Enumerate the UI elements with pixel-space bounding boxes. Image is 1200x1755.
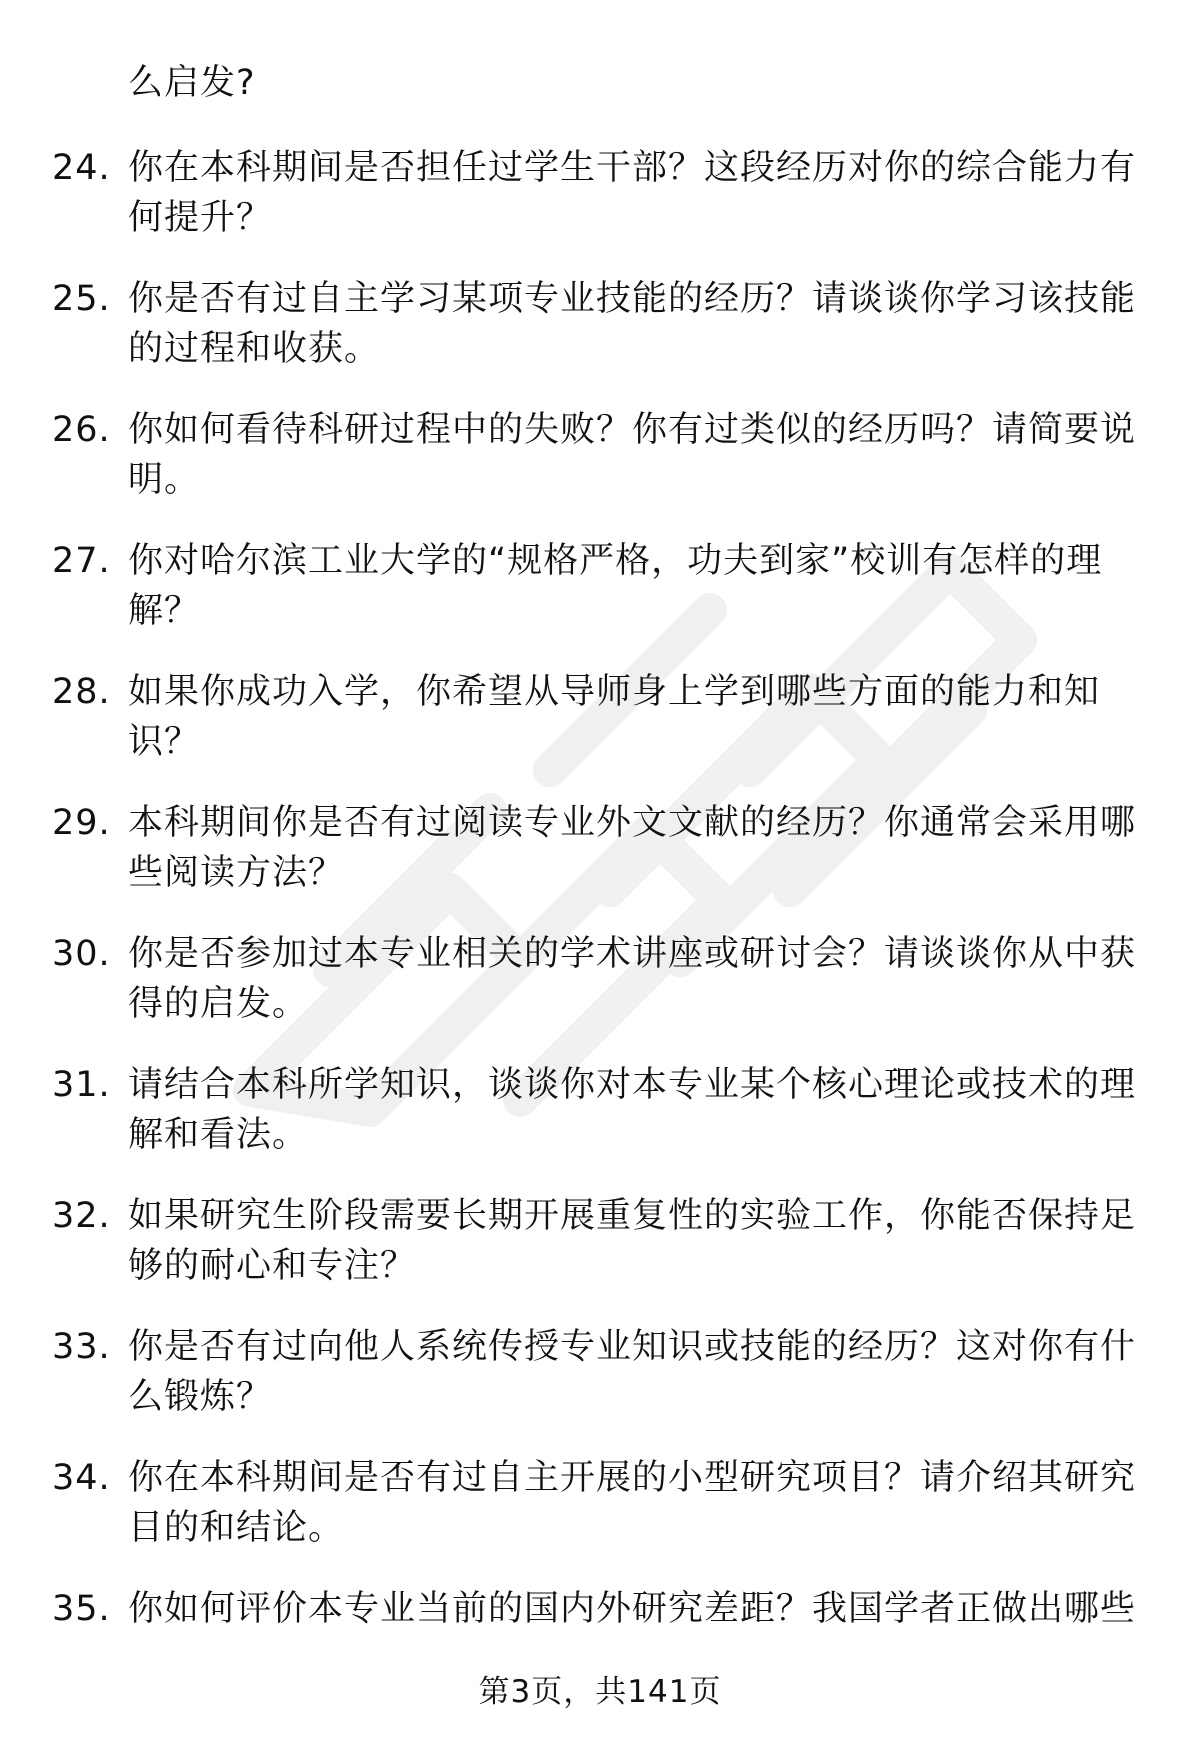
question-item (0, 274, 1200, 405)
question-text: 如果研究生阶段需要长期开展重复性的实验工作，你能否保持足够的耐心和专注？ (128, 1196, 1137, 1286)
question-number: 32. (52, 1196, 111, 1236)
page-number-label: 第3页，共141页 (478, 1674, 722, 1710)
question-item (0, 143, 1200, 274)
question-item (0, 536, 1200, 667)
question-text: 你如何评价本专业当前的国内外研究差距？我国学者正做出哪些 (128, 1589, 1137, 1629)
question-number: 26. (52, 410, 111, 450)
question-number: 28. (52, 672, 111, 712)
question-number: 34. (52, 1458, 111, 1498)
continuation-text: 么启发? (128, 63, 256, 103)
page-footer (0, 1670, 1200, 1714)
question-text: 你对哈尔滨工业大学的“规格严格，功夫到家”校训有怎样的理解？ (128, 541, 1103, 631)
question-number: 33. (52, 1327, 111, 1367)
question-number: 29. (52, 803, 111, 843)
question-text: 请结合本科所学知识，谈谈你对本专业某个核心理论或技术的理解和看法。 (128, 1065, 1137, 1155)
question-item (0, 798, 1200, 929)
question-text: 你在本科期间是否有过自主开展的小型研究项目？请介绍其研究目的和结论。 (128, 1458, 1137, 1548)
question-text: 你是否有过向他人系统传授专业知识或技能的经历？这对你有什么锻炼？ (128, 1327, 1137, 1417)
question-number: 31. (52, 1065, 111, 1105)
question-item (0, 929, 1200, 1060)
question-list (0, 143, 1200, 1715)
question-number: 27. (52, 541, 111, 581)
question-item (0, 405, 1200, 536)
question-text: 你如何看待科研过程中的失败？你有过类似的经历吗？请简要说明。 (128, 410, 1137, 500)
question-text: 如果你成功入学，你希望从导师身上学到哪些方面的能力和知识？ (128, 672, 1101, 762)
question-item (0, 1060, 1200, 1191)
question-item (0, 1191, 1200, 1322)
question-text: 你在本科期间是否担任过学生干部？这段经历对你的综合能力有何提升？ (128, 148, 1137, 238)
question-text: 你是否有过自主学习某项专业技能的经历？请谈谈你学习该技能的过程和收获。 (128, 279, 1137, 369)
question-item (0, 1453, 1200, 1584)
question-item (0, 667, 1200, 798)
question-number: 30. (52, 934, 111, 974)
question-number: 35. (52, 1589, 111, 1629)
question-number: 24. (52, 148, 111, 188)
question-text: 本科期间你是否有过阅读专业外文文献的经历？你通常会采用哪些阅读方法？ (128, 803, 1137, 893)
question-item (0, 1322, 1200, 1453)
question-text: 你是否参加过本专业相关的学术讲座或研讨会？请谈谈你从中获得的启发。 (128, 934, 1137, 1024)
question-number: 25. (52, 279, 111, 319)
